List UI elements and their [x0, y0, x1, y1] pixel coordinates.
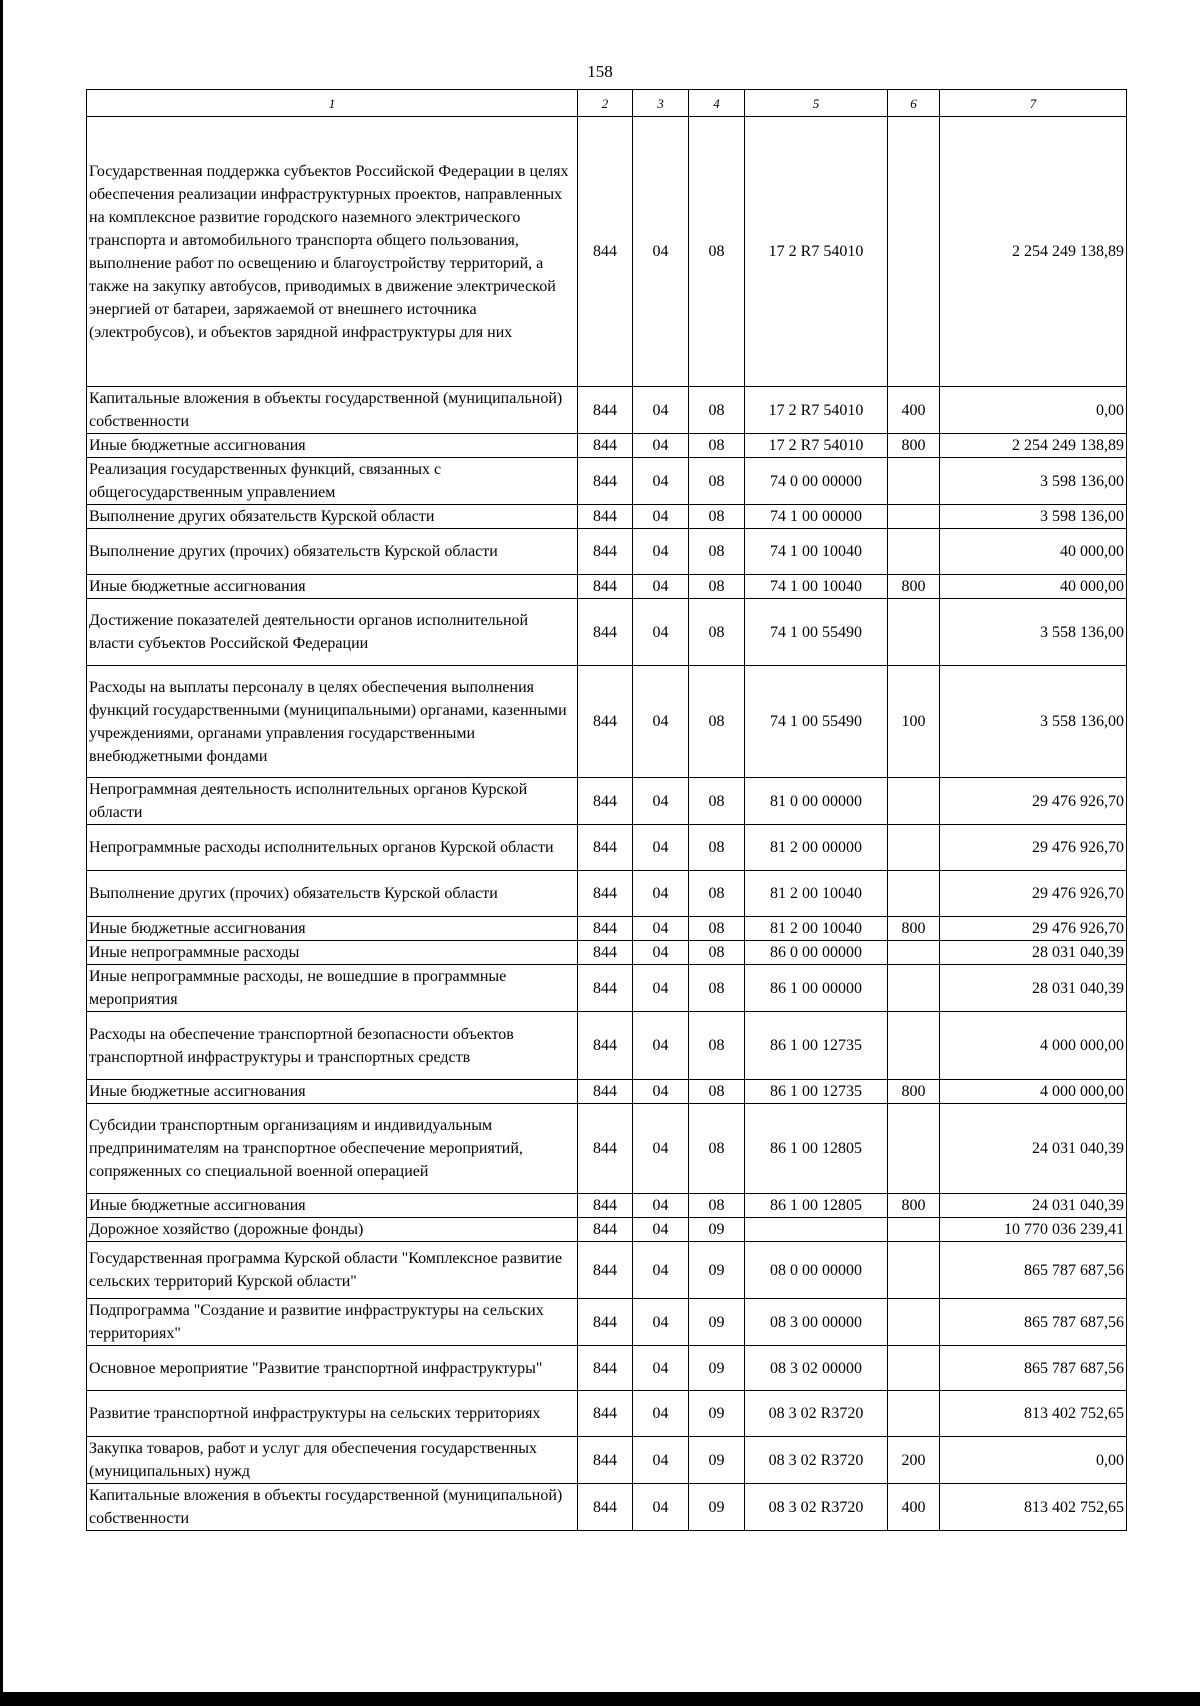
row-grbs-code: 844 — [578, 505, 633, 529]
row-name: Развитие транспортной инфраструктуры на сельских территориях — [87, 1391, 578, 1437]
row-amount: 29 476 926,70 — [940, 825, 1127, 871]
row-grbs-code: 844 — [578, 599, 633, 666]
table-row — [87, 1242, 1127, 1299]
row-target-article: 74 0 00 00000 — [745, 458, 888, 505]
row-target-article: 86 1 00 00000 — [745, 965, 888, 1012]
row-target-article: 17 2 R7 54010 — [745, 434, 888, 458]
row-grbs-code: 844 — [578, 1391, 633, 1437]
row-name: Основное мероприятие "Развитие транспортной инфраструктуры" — [87, 1346, 578, 1391]
row-grbs-code: 844 — [578, 778, 633, 825]
column-header-5: 5 — [745, 90, 888, 117]
row-grbs-code: 844 — [578, 1080, 633, 1104]
scan-bottom-edge — [0, 1692, 1200, 1706]
row-subsection-code: 08 — [689, 1104, 745, 1194]
row-name: Выполнение других обязательств Курской области — [87, 505, 578, 529]
row-amount: 28 031 040,39 — [940, 941, 1127, 965]
row-target-article: 86 1 00 12805 — [745, 1104, 888, 1194]
table-body — [87, 117, 1127, 1531]
row-target-article: 17 2 R7 54010 — [745, 387, 888, 434]
row-amount: 2 254 249 138,89 — [940, 117, 1127, 387]
row-target-article: 74 1 00 10040 — [745, 575, 888, 599]
row-grbs-code: 844 — [578, 965, 633, 1012]
row-amount: 29 476 926,70 — [940, 917, 1127, 941]
row-amount: 4 000 000,00 — [940, 1080, 1127, 1104]
row-grbs-code: 844 — [578, 666, 633, 778]
row-expense-type: 200 — [888, 1437, 940, 1484]
row-amount: 3 598 136,00 — [940, 505, 1127, 529]
row-amount: 29 476 926,70 — [940, 778, 1127, 825]
row-target-article: 74 1 00 55490 — [745, 599, 888, 666]
row-expense-type — [888, 117, 940, 387]
row-subsection-code: 09 — [689, 1218, 745, 1242]
row-section-code: 04 — [633, 1080, 689, 1104]
budget-table — [86, 89, 1127, 1531]
row-target-article: 86 0 00 00000 — [745, 941, 888, 965]
row-subsection-code: 08 — [689, 458, 745, 505]
row-grbs-code: 844 — [578, 117, 633, 387]
row-grbs-code: 844 — [578, 1299, 633, 1346]
row-expense-type: 800 — [888, 917, 940, 941]
row-name: Государственная программа Курской области "Комплексное развитие сельских территорий Курской области" — [87, 1242, 578, 1299]
row-expense-type — [888, 1218, 940, 1242]
row-name: Иные непрограммные расходы — [87, 941, 578, 965]
row-target-article: 74 1 00 00000 — [745, 505, 888, 529]
table-row — [87, 1104, 1127, 1194]
row-section-code: 04 — [633, 1242, 689, 1299]
table-row — [87, 1299, 1127, 1346]
table-row — [87, 458, 1127, 505]
row-subsection-code: 09 — [689, 1346, 745, 1391]
row-expense-type: 800 — [888, 1194, 940, 1218]
row-amount: 865 787 687,56 — [940, 1346, 1127, 1391]
row-subsection-code: 09 — [689, 1391, 745, 1437]
table-row — [87, 1484, 1127, 1531]
row-amount: 2 254 249 138,89 — [940, 434, 1127, 458]
row-expense-type — [888, 1012, 940, 1080]
row-target-article: 86 1 00 12805 — [745, 1194, 888, 1218]
row-expense-type: 100 — [888, 666, 940, 778]
row-section-code: 04 — [633, 1104, 689, 1194]
row-amount: 3 558 136,00 — [940, 666, 1127, 778]
row-name: Государственная поддержка субъектов Российской Федерации в целях обеспечения реализации инфраструктурных проектов, направленных на комплексное развитие городского наземного электрического транспорта и автомобильного транспорта общего пользования, выполнение работ по освещению и благоустройству территорий, а также на закупку автобусов, приводимых в движение электрической энергией от батареи, заряжаемой от внешнего источника (электробусов), и объектов зарядной инфраструктуры для них — [87, 117, 578, 387]
table-row — [87, 941, 1127, 965]
column-header-1: 1 — [87, 90, 578, 117]
row-amount: 10 770 036 239,41 — [940, 1218, 1127, 1242]
row-name: Субсидии транспортным организациям и индивидуальным предпринимателям на транспортное обеспечение мероприятий, сопряженных со специальной военной операцией — [87, 1104, 578, 1194]
row-section-code: 04 — [633, 1437, 689, 1484]
row-subsection-code: 09 — [689, 1484, 745, 1531]
column-header-2: 2 — [578, 90, 633, 117]
row-amount: 40 000,00 — [940, 529, 1127, 575]
row-grbs-code: 844 — [578, 941, 633, 965]
table-row — [87, 1080, 1127, 1104]
row-expense-type — [888, 778, 940, 825]
row-name: Закупка товаров, работ и услуг для обеспечения государственных (муниципальных) нужд — [87, 1437, 578, 1484]
table-row — [87, 1391, 1127, 1437]
row-grbs-code: 844 — [578, 1242, 633, 1299]
row-subsection-code: 08 — [689, 941, 745, 965]
row-target-article — [745, 1218, 888, 1242]
row-section-code: 04 — [633, 1484, 689, 1531]
row-section-code: 04 — [633, 387, 689, 434]
row-section-code: 04 — [633, 965, 689, 1012]
row-section-code: 04 — [633, 666, 689, 778]
table-row — [87, 117, 1127, 387]
row-expense-type — [888, 965, 940, 1012]
row-name: Капитальные вложения в объекты государственной (муниципальной) собственности — [87, 1484, 578, 1531]
row-subsection-code: 08 — [689, 666, 745, 778]
table-row — [87, 387, 1127, 434]
row-expense-type — [888, 458, 940, 505]
row-expense-type — [888, 1299, 940, 1346]
row-grbs-code: 844 — [578, 917, 633, 941]
row-target-article: 17 2 R7 54010 — [745, 117, 888, 387]
row-grbs-code: 844 — [578, 825, 633, 871]
row-section-code: 04 — [633, 1218, 689, 1242]
row-expense-type — [888, 871, 940, 917]
table-row — [87, 1194, 1127, 1218]
row-grbs-code: 844 — [578, 1437, 633, 1484]
row-amount: 0,00 — [940, 1437, 1127, 1484]
row-amount: 3 598 136,00 — [940, 458, 1127, 505]
row-section-code: 04 — [633, 1391, 689, 1437]
row-section-code: 04 — [633, 1299, 689, 1346]
row-expense-type — [888, 1242, 940, 1299]
table-row — [87, 1012, 1127, 1080]
row-expense-type — [888, 529, 940, 575]
row-name: Иные непрограммные расходы, не вошедшие в программные мероприятия — [87, 965, 578, 1012]
table-row — [87, 1437, 1127, 1484]
row-expense-type — [888, 599, 940, 666]
row-expense-type: 800 — [888, 434, 940, 458]
row-target-article: 81 2 00 00000 — [745, 825, 888, 871]
row-name: Иные бюджетные ассигнования — [87, 434, 578, 458]
row-target-article: 74 1 00 55490 — [745, 666, 888, 778]
row-amount: 813 402 752,65 — [940, 1484, 1127, 1531]
column-number-row — [87, 90, 1127, 117]
row-expense-type: 400 — [888, 1484, 940, 1531]
row-amount: 865 787 687,56 — [940, 1242, 1127, 1299]
row-subsection-code: 09 — [689, 1437, 745, 1484]
row-subsection-code: 08 — [689, 871, 745, 917]
row-subsection-code: 08 — [689, 778, 745, 825]
row-section-code: 04 — [633, 434, 689, 458]
column-header-4: 4 — [689, 90, 745, 117]
row-section-code: 04 — [633, 458, 689, 505]
table-row — [87, 434, 1127, 458]
row-expense-type — [888, 505, 940, 529]
row-section-code: 04 — [633, 778, 689, 825]
row-expense-type — [888, 1391, 940, 1437]
row-expense-type — [888, 941, 940, 965]
row-section-code: 04 — [633, 1346, 689, 1391]
row-name: Выполнение других (прочих) обязательств Курской области — [87, 529, 578, 575]
row-section-code: 04 — [633, 871, 689, 917]
row-amount: 865 787 687,56 — [940, 1299, 1127, 1346]
table-row — [87, 825, 1127, 871]
table-row — [87, 917, 1127, 941]
row-amount: 40 000,00 — [940, 575, 1127, 599]
row-target-article: 08 3 02 R3720 — [745, 1391, 888, 1437]
row-grbs-code: 844 — [578, 387, 633, 434]
row-amount: 24 031 040,39 — [940, 1194, 1127, 1218]
table-row — [87, 575, 1127, 599]
row-target-article: 08 3 00 00000 — [745, 1299, 888, 1346]
table-row — [87, 505, 1127, 529]
row-subsection-code: 08 — [689, 505, 745, 529]
row-grbs-code: 844 — [578, 871, 633, 917]
row-subsection-code: 08 — [689, 825, 745, 871]
column-header-3: 3 — [633, 90, 689, 117]
row-name: Реализация государственных функций, связанных с общегосударственным управлением — [87, 458, 578, 505]
table-row — [87, 666, 1127, 778]
row-name: Иные бюджетные ассигнования — [87, 575, 578, 599]
row-grbs-code: 844 — [578, 529, 633, 575]
row-section-code: 04 — [633, 575, 689, 599]
row-subsection-code: 08 — [689, 117, 745, 387]
row-amount: 813 402 752,65 — [940, 1391, 1127, 1437]
row-grbs-code: 844 — [578, 575, 633, 599]
table-row — [87, 965, 1127, 1012]
row-name: Капитальные вложения в объекты государственной (муниципальной) собственности — [87, 387, 578, 434]
row-grbs-code: 844 — [578, 434, 633, 458]
row-section-code: 04 — [633, 825, 689, 871]
row-grbs-code: 844 — [578, 1104, 633, 1194]
row-expense-type: 400 — [888, 387, 940, 434]
row-section-code: 04 — [633, 941, 689, 965]
row-section-code: 04 — [633, 1012, 689, 1080]
column-header-7: 7 — [940, 90, 1127, 117]
row-subsection-code: 08 — [689, 575, 745, 599]
row-expense-type — [888, 1346, 940, 1391]
table-row — [87, 529, 1127, 575]
row-name: Подпрограмма "Создание и развитие инфраструктуры на сельских территориях" — [87, 1299, 578, 1346]
column-header-6: 6 — [888, 90, 940, 117]
row-name: Непрограммные расходы исполнительных органов Курской области — [87, 825, 578, 871]
row-expense-type — [888, 825, 940, 871]
row-grbs-code: 844 — [578, 1194, 633, 1218]
row-target-article: 08 3 02 R3720 — [745, 1484, 888, 1531]
row-grbs-code: 844 — [578, 1012, 633, 1080]
row-amount: 28 031 040,39 — [940, 965, 1127, 1012]
row-target-article: 08 3 02 R3720 — [745, 1437, 888, 1484]
row-expense-type: 800 — [888, 1080, 940, 1104]
row-name: Расходы на выплаты персоналу в целях обеспечения выполнения функций государственными (муниципальными) органами, казенными учреждениями, органами управления государственными внебюджетными фондами — [87, 666, 578, 778]
row-expense-type — [888, 1104, 940, 1194]
row-target-article: 74 1 00 10040 — [745, 529, 888, 575]
row-target-article: 81 2 00 10040 — [745, 871, 888, 917]
row-section-code: 04 — [633, 529, 689, 575]
table-row — [87, 778, 1127, 825]
row-section-code: 04 — [633, 1194, 689, 1218]
row-name: Иные бюджетные ассигнования — [87, 1080, 578, 1104]
row-grbs-code: 844 — [578, 458, 633, 505]
row-grbs-code: 844 — [578, 1484, 633, 1531]
table-row — [87, 871, 1127, 917]
row-amount: 29 476 926,70 — [940, 871, 1127, 917]
row-amount: 24 031 040,39 — [940, 1104, 1127, 1194]
row-name: Достижение показателей деятельности органов исполнительной власти субъектов Российской Федерации — [87, 599, 578, 666]
row-amount: 0,00 — [940, 387, 1127, 434]
row-expense-type: 800 — [888, 575, 940, 599]
row-grbs-code: 844 — [578, 1346, 633, 1391]
table-row — [87, 1218, 1127, 1242]
scan-left-edge — [0, 0, 3, 1706]
row-target-article: 86 1 00 12735 — [745, 1080, 888, 1104]
row-subsection-code: 08 — [689, 529, 745, 575]
row-subsection-code: 09 — [689, 1242, 745, 1299]
row-amount: 3 558 136,00 — [940, 599, 1127, 666]
row-amount: 4 000 000,00 — [940, 1012, 1127, 1080]
row-subsection-code: 08 — [689, 387, 745, 434]
table-row — [87, 599, 1127, 666]
row-name: Выполнение других (прочих) обязательств Курской области — [87, 871, 578, 917]
row-target-article: 81 0 00 00000 — [745, 778, 888, 825]
row-section-code: 04 — [633, 917, 689, 941]
row-name: Иные бюджетные ассигнования — [87, 1194, 578, 1218]
row-name: Непрограммная деятельность исполнительных органов Курской области — [87, 778, 578, 825]
row-target-article: 08 3 02 00000 — [745, 1346, 888, 1391]
row-target-article: 81 2 00 10040 — [745, 917, 888, 941]
row-name: Расходы на обеспечение транспортной безопасности объектов транспортной инфраструктуры и транспортных средств — [87, 1012, 578, 1080]
page-number: 158 — [587, 62, 613, 81]
row-subsection-code: 08 — [689, 917, 745, 941]
row-subsection-code: 08 — [689, 1194, 745, 1218]
row-subsection-code: 08 — [689, 599, 745, 666]
row-section-code: 04 — [633, 505, 689, 529]
row-grbs-code: 844 — [578, 1218, 633, 1242]
row-subsection-code: 09 — [689, 1299, 745, 1346]
row-subsection-code: 08 — [689, 1012, 745, 1080]
row-subsection-code: 08 — [689, 434, 745, 458]
row-target-article: 08 0 00 00000 — [745, 1242, 888, 1299]
row-subsection-code: 08 — [689, 965, 745, 1012]
row-section-code: 04 — [633, 599, 689, 666]
row-name: Дорожное хозяйство (дорожные фонды) — [87, 1218, 578, 1242]
row-subsection-code: 08 — [689, 1080, 745, 1104]
row-section-code: 04 — [633, 117, 689, 387]
table-row — [87, 1346, 1127, 1391]
row-target-article: 86 1 00 12735 — [745, 1012, 888, 1080]
row-name: Иные бюджетные ассигнования — [87, 917, 578, 941]
